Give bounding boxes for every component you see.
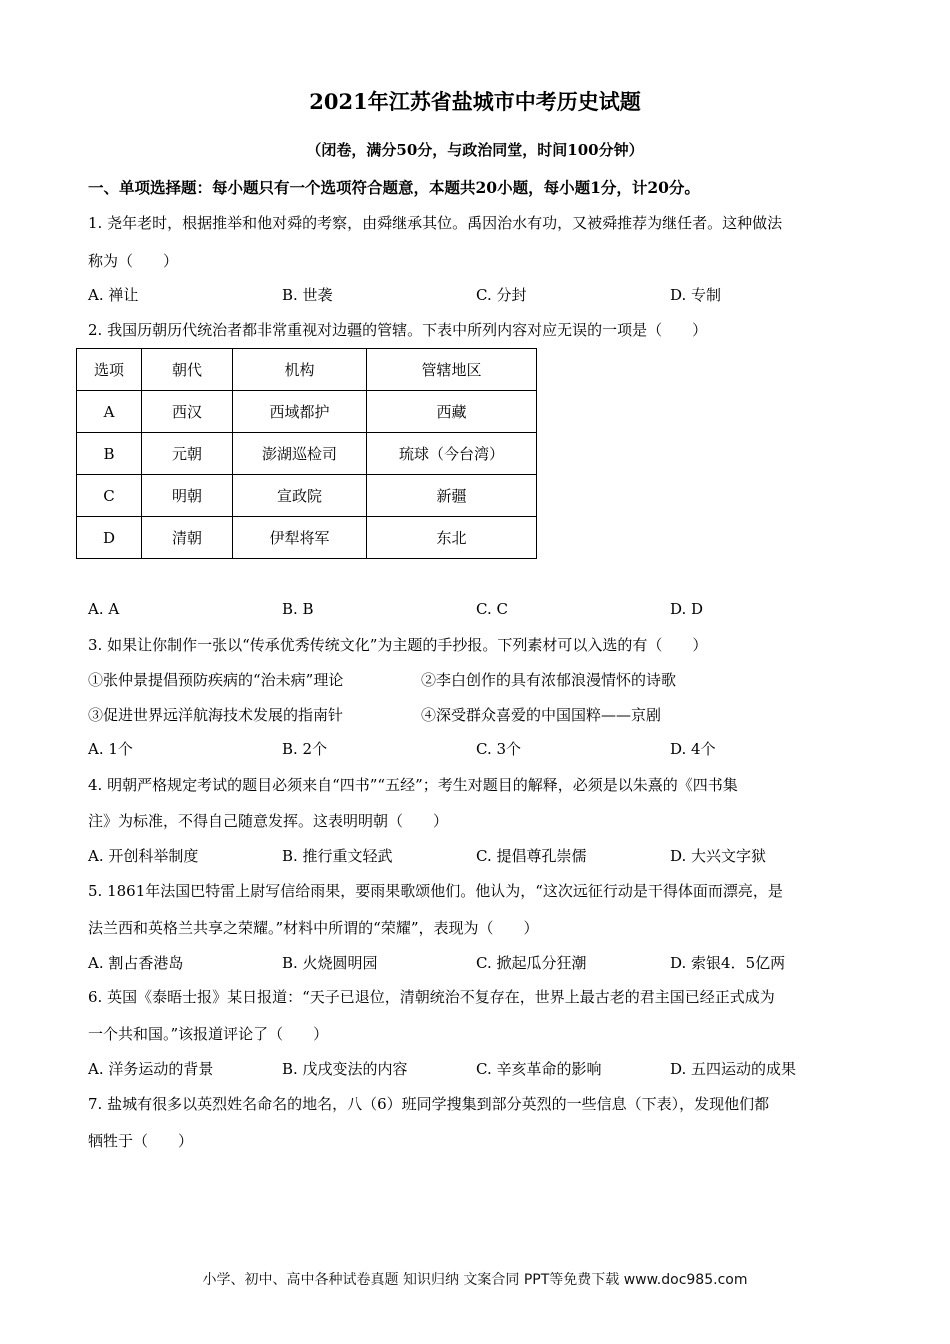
table-cell: 伊犁将军 [233,517,367,559]
question-2-line-1: 2. 我国历朝历代统治者都非常重视对边疆的管辖。下表中所列内容对应无误的一项是（ ） [88,321,708,339]
question-2-option-b: B. B [282,600,314,618]
table-cell: 澎湖巡检司 [233,433,367,475]
table-cell: 西汉 [142,391,233,433]
question-2-option-c: C. C [476,600,508,618]
table-cell: 西域都护 [233,391,367,433]
question-4-line-1: 4. 明朝严格规定考试的题目必须来自“四书”“五经”；考生对题目的解释，必须是以朱熹的《四书集 [88,776,738,794]
question-4-option-a: A. 开创科举制度 [88,847,199,865]
question-4-option-b: B. 推行重文轻武 [282,847,393,865]
section-heading: 一、单项选择题：每小题只有一个选项符合题意，本题共20小题，每小题1分，计20分。 [88,178,700,197]
table-row [77,517,537,559]
question-4-option-c: C. 提倡尊孔崇儒 [476,847,587,865]
table-row [77,433,537,475]
question-2-option-a: A. A [88,600,120,618]
question-2-option-d: D. D [670,600,704,618]
table-cell: D [77,517,142,559]
question-1-option-a: A. 禅让 [88,286,139,304]
table-cell: 东北 [367,517,537,559]
table-cell: 琉球（今台湾） [367,433,537,475]
question-3-option-b: B. 2个 [282,740,328,758]
table-header-cell: 管辖地区 [367,349,537,391]
table-cell: 宣政院 [233,475,367,517]
question-6-line-1: 6. 英国《泰晤士报》某日报道：“天子已退位，清朝统治不复存在，世界上最古老的君主国已经正式成为 [88,988,775,1006]
question-1-line-1: 1. 尧年老时，根据推举和他对舜的考察，由舜继承其位。禹因治水有功，又被舜推荐为继任者。这种做法 [88,214,783,232]
question-1-option-d: D. 专制 [670,286,722,304]
question-6-option-d: D. 五四运动的成果 [670,1060,797,1078]
table-header-row [77,349,537,391]
table-header-cell: 机构 [233,349,367,391]
table-cell: C [77,475,142,517]
question-3-option-a: A. 1个 [88,740,133,758]
question-6-line-2: 一个共和国。”该报道评论了（ ） [88,1025,329,1043]
question-3-item-4: ④深受群众喜爱的中国国粹——京剧 [421,706,662,724]
exam-title: 2021年江苏省盐城市中考历史试题 [309,89,641,114]
question-6-option-c: C. 辛亥革命的影响 [476,1060,602,1078]
question-1-option-c: C. 分封 [476,286,527,304]
table-header-cell: 朝代 [142,349,233,391]
table-cell: B [77,433,142,475]
question-1-line-2: 称为（ ） [88,252,179,270]
question-4-option-d: D. 大兴文字狱 [670,847,767,865]
question-5-line-2: 法兰西和英格兰共享之荣耀。”材料中所谓的“荣耀”，表现为（ ） [88,919,539,937]
question-3-option-c: C. 3个 [476,740,522,758]
table-row [77,475,537,517]
question-6-option-b: B. 戊戌变法的内容 [282,1060,408,1078]
question-1-option-b: B. 世袭 [282,286,333,304]
table-cell: 元朝 [142,433,233,475]
table-cell: 新疆 [367,475,537,517]
question-5-option-c: C. 掀起瓜分狂潮 [476,954,587,972]
table-cell: A [77,391,142,433]
question-5-option-a: A. 割占香港岛 [88,954,184,972]
question-5-option-b: B. 火烧圆明园 [282,954,378,972]
question-6-option-a: A. 洋务运动的背景 [88,1060,214,1078]
table-cell: 明朝 [142,475,233,517]
question-5-option-d: D. 索银4．5亿两 [670,954,786,972]
table-header-cell: 选项 [77,349,142,391]
table-cell: 清朝 [142,517,233,559]
dynasty-table [76,348,537,559]
question-7-line-1: 7. 盐城有很多以英烈姓名命名的地名，八（6）班同学搜集到部分英烈的一些信息（下表），发现他们都 [88,1095,770,1113]
question-4-line-2: 注》为标准，不得自己随意发挥。这表明明朝（ ） [88,812,449,830]
question-3-line-1: 3. 如果让你制作一张以“传承优秀传统文化”为主题的手抄报。下列素材可以入选的有（ ） [88,636,708,654]
question-3-item-1: ①张仲景提倡预防疾病的“治未病”理论 [88,671,344,689]
question-3-item-2: ②李白创作的具有浓郁浪漫情怀的诗歌 [421,671,677,689]
page-footer: 小学、初中、高中各种试卷真题 知识归纳 文案合同 PPT等免费下载 www.doc985.com [202,1272,748,1288]
question-3-item-3: ③促进世界远洋航海技术发展的指南针 [88,706,344,724]
question-5-line-1: 5. 1861年法国巴特雷上尉写信给雨果，要雨果歌颂他们。他认为，“这次远征行动是干得体面而漂亮，是 [88,882,783,900]
table-cell: 西藏 [367,391,537,433]
table-row [77,391,537,433]
question-7-line-2: 牺牲于（ ） [88,1132,194,1150]
question-3-option-d: D. 4个 [670,740,716,758]
exam-subtitle: （闭卷，满分50分，与政治同堂，时间100分钟） [306,141,644,159]
